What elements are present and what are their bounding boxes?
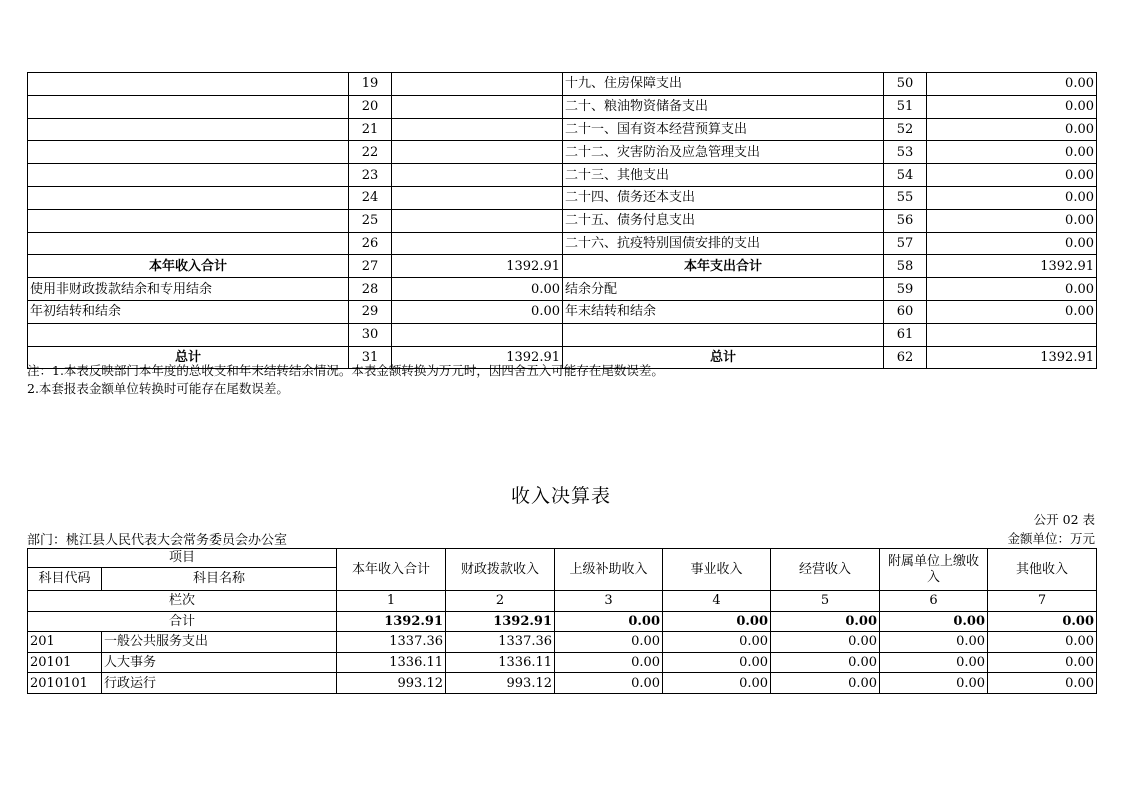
summary-right-amount: 0.00 — [927, 209, 1097, 232]
income-row — [28, 673, 1097, 694]
summary-right-amount: 0.00 — [927, 118, 1097, 141]
subject-name: 人大事务 — [102, 652, 337, 673]
income-value-2: 1336.11 — [446, 652, 555, 673]
income-value-1: 1337.36 — [337, 632, 446, 653]
col-num-6: 6 — [880, 591, 988, 612]
summary-left-line-no: 25 — [349, 209, 392, 232]
summary-left-line-no: 29 — [349, 300, 392, 323]
summary-right-label: 二十四、债务还本支出 — [563, 186, 884, 209]
summary-left-label: 使用非财政拨款结余和专用结余 — [28, 278, 349, 301]
summary-left-amount: 0.00 — [392, 278, 563, 301]
summary-right-line-no: 52 — [884, 118, 927, 141]
note-line-2: 2.本套报表金额单位转换时可能存在尾数误差。 — [27, 381, 289, 396]
summary-row — [28, 232, 1097, 255]
summary-right-amount: 1392.91 — [927, 255, 1097, 278]
summary-row — [28, 164, 1097, 187]
summary-right-label: 二十五、债务付息支出 — [563, 209, 884, 232]
total-value-4: 0.00 — [663, 611, 771, 632]
summary-right-label: 总计 — [563, 346, 884, 369]
summary-right-line-no: 50 — [884, 73, 927, 96]
summary-right-label — [563, 323, 884, 346]
header-project: 项目 — [28, 549, 337, 568]
summary-right-amount: 0.00 — [927, 73, 1097, 96]
department-label: 部门：桃江县人民代表大会常务委员会办公室 — [27, 533, 288, 548]
summary-table — [27, 72, 1097, 369]
unit-label: 金额单位：万元 — [1007, 531, 1095, 546]
col-num-5: 5 — [771, 591, 880, 612]
income-value-6: 0.00 — [880, 673, 988, 694]
summary-left-amount — [392, 209, 563, 232]
summary-left-amount: 1392.91 — [392, 346, 563, 369]
header-col-3: 上级补助收入 — [555, 549, 663, 591]
summary-right-line-no: 60 — [884, 300, 927, 323]
summary-left-amount — [392, 141, 563, 164]
header-row-1 — [28, 549, 1097, 568]
col-num-4: 4 — [663, 591, 771, 612]
column-number-row — [28, 591, 1097, 612]
summary-left-amount: 1392.91 — [392, 255, 563, 278]
summary-left-line-no: 19 — [349, 73, 392, 96]
summary-right-label: 二十二、灾害防治及应急管理支出 — [563, 141, 884, 164]
income-value-4: 0.00 — [663, 632, 771, 653]
summary-row — [28, 278, 1097, 301]
subject-name: 一般公共服务支出 — [102, 632, 337, 653]
income-value-1: 993.12 — [337, 673, 446, 694]
summary-right-amount — [927, 323, 1097, 346]
income-value-3: 0.00 — [555, 673, 663, 694]
summary-left-label — [28, 118, 349, 141]
total-value-5: 0.00 — [771, 611, 880, 632]
header-col-4: 事业收入 — [663, 549, 771, 591]
lanci-label: 栏次 — [28, 591, 337, 612]
summary-right-amount: 0.00 — [927, 232, 1097, 255]
summary-left-amount — [392, 73, 563, 96]
summary-right-amount: 0.00 — [927, 95, 1097, 118]
total-row — [28, 611, 1097, 632]
summary-left-label: 总计 — [28, 346, 349, 369]
summary-left-line-no: 20 — [349, 95, 392, 118]
income-value-7: 0.00 — [988, 673, 1097, 694]
summary-left-amount — [392, 118, 563, 141]
income-value-7: 0.00 — [988, 652, 1097, 673]
summary-left-label: 年初结转和结余 — [28, 300, 349, 323]
income-data-rows — [28, 632, 1097, 694]
income-value-4: 0.00 — [663, 652, 771, 673]
summary-left-line-no: 22 — [349, 141, 392, 164]
income-table-title: 收入决算表 — [510, 485, 611, 507]
income-value-4: 0.00 — [663, 673, 771, 694]
summary-left-amount: 0.00 — [392, 300, 563, 323]
summary-left-amount — [392, 95, 563, 118]
summary-right-amount: 0.00 — [927, 300, 1097, 323]
income-value-7: 0.00 — [988, 632, 1097, 653]
summary-right-line-no: 61 — [884, 323, 927, 346]
summary-right-line-no: 51 — [884, 95, 927, 118]
form-number: 公开 02 表 — [1033, 512, 1095, 527]
summary-right-amount: 1392.91 — [927, 346, 1097, 369]
total-value-1: 1392.91 — [337, 611, 446, 632]
summary-left-label — [28, 73, 349, 96]
summary-left-label — [28, 209, 349, 232]
summary-right-line-no: 53 — [884, 141, 927, 164]
summary-row — [28, 73, 1097, 96]
income-value-2: 1337.36 — [446, 632, 555, 653]
summary-right-label: 二十三、其他支出 — [563, 164, 884, 187]
col-num-1: 1 — [337, 591, 446, 612]
summary-right-label: 本年支出合计 — [563, 255, 884, 278]
summary-right-line-no: 57 — [884, 232, 927, 255]
col-num-3: 3 — [555, 591, 663, 612]
summary-left-label — [28, 95, 349, 118]
summary-right-amount: 0.00 — [927, 164, 1097, 187]
income-value-1: 1336.11 — [337, 652, 446, 673]
summary-right-line-no: 58 — [884, 255, 927, 278]
summary-right-line-no: 62 — [884, 346, 927, 369]
income-row — [28, 652, 1097, 673]
summary-row — [28, 141, 1097, 164]
col-num-2: 2 — [446, 591, 555, 612]
summary-left-line-no: 27 — [349, 255, 392, 278]
total-value-3: 0.00 — [555, 611, 663, 632]
income-value-5: 0.00 — [771, 652, 880, 673]
summary-right-line-no: 55 — [884, 186, 927, 209]
header-col-7: 其他收入 — [988, 549, 1097, 591]
summary-left-line-no: 26 — [349, 232, 392, 255]
summary-left-amount — [392, 164, 563, 187]
summary-right-label: 二十六、抗疫特别国债安排的支出 — [563, 232, 884, 255]
summary-right-label: 结余分配 — [563, 278, 884, 301]
header-col-6: 附属单位上缴收入 — [880, 549, 988, 591]
income-table-body — [28, 549, 1097, 632]
income-value-3: 0.00 — [555, 632, 663, 653]
summary-right-label: 二十一、国有资本经营预算支出 — [563, 118, 884, 141]
summary-left-line-no: 31 — [349, 346, 392, 369]
summary-left-label — [28, 323, 349, 346]
summary-left-label: 本年收入合计 — [28, 255, 349, 278]
summary-right-line-no: 56 — [884, 209, 927, 232]
income-value-3: 0.00 — [555, 652, 663, 673]
summary-left-line-no: 21 — [349, 118, 392, 141]
summary-left-label — [28, 164, 349, 187]
summary-right-label: 十九、住房保障支出 — [563, 73, 884, 96]
summary-right-label: 年末结转和结余 — [563, 300, 884, 323]
summary-left-line-no: 30 — [349, 323, 392, 346]
income-row — [28, 632, 1097, 653]
summary-left-label — [28, 141, 349, 164]
total-label: 合计 — [28, 611, 337, 632]
summary-table-body — [28, 73, 1097, 369]
summary-row — [28, 209, 1097, 232]
summary-row — [28, 255, 1097, 278]
summary-left-amount — [392, 323, 563, 346]
header-name: 科目名称 — [102, 568, 337, 591]
subject-code: 2010101 — [28, 673, 102, 694]
summary-left-amount — [392, 186, 563, 209]
subject-code: 20101 — [28, 652, 102, 673]
summary-right-amount: 0.00 — [927, 186, 1097, 209]
note-line-1: 注：1.本表反映部门本年度的总收支和年末结转结余情况。本表金额转换为万元时，因四舍五入可能存在尾数误差。 — [27, 363, 664, 378]
summary-left-label — [28, 186, 349, 209]
income-value-5: 0.00 — [771, 673, 880, 694]
summary-row — [28, 300, 1097, 323]
total-value-2: 1392.91 — [446, 611, 555, 632]
summary-right-amount: 0.00 — [927, 141, 1097, 164]
summary-right-label: 二十、粮油物资储备支出 — [563, 95, 884, 118]
summary-left-line-no: 28 — [349, 278, 392, 301]
header-col-5: 经营收入 — [771, 549, 880, 591]
header-col-2: 财政拨款收入 — [446, 549, 555, 591]
summary-row — [28, 118, 1097, 141]
summary-right-line-no: 54 — [884, 164, 927, 187]
income-value-2: 993.12 — [446, 673, 555, 694]
summary-right-amount: 0.00 — [927, 278, 1097, 301]
income-value-6: 0.00 — [880, 632, 988, 653]
subject-code: 201 — [28, 632, 102, 653]
summary-row — [28, 186, 1097, 209]
summary-left-amount — [392, 232, 563, 255]
income-table — [27, 548, 1097, 694]
summary-row — [28, 323, 1097, 346]
total-value-6: 0.00 — [880, 611, 988, 632]
total-value-7: 0.00 — [988, 611, 1097, 632]
summary-left-line-no: 23 — [349, 164, 392, 187]
summary-row — [28, 95, 1097, 118]
summary-left-line-no: 24 — [349, 186, 392, 209]
col-num-7: 7 — [988, 591, 1097, 612]
header-code: 科目代码 — [28, 568, 102, 591]
subject-name: 行政运行 — [102, 673, 337, 694]
summary-right-line-no: 59 — [884, 278, 927, 301]
income-value-6: 0.00 — [880, 652, 988, 673]
income-value-5: 0.00 — [771, 632, 880, 653]
summary-left-label — [28, 232, 349, 255]
header-col-1: 本年收入合计 — [337, 549, 446, 591]
